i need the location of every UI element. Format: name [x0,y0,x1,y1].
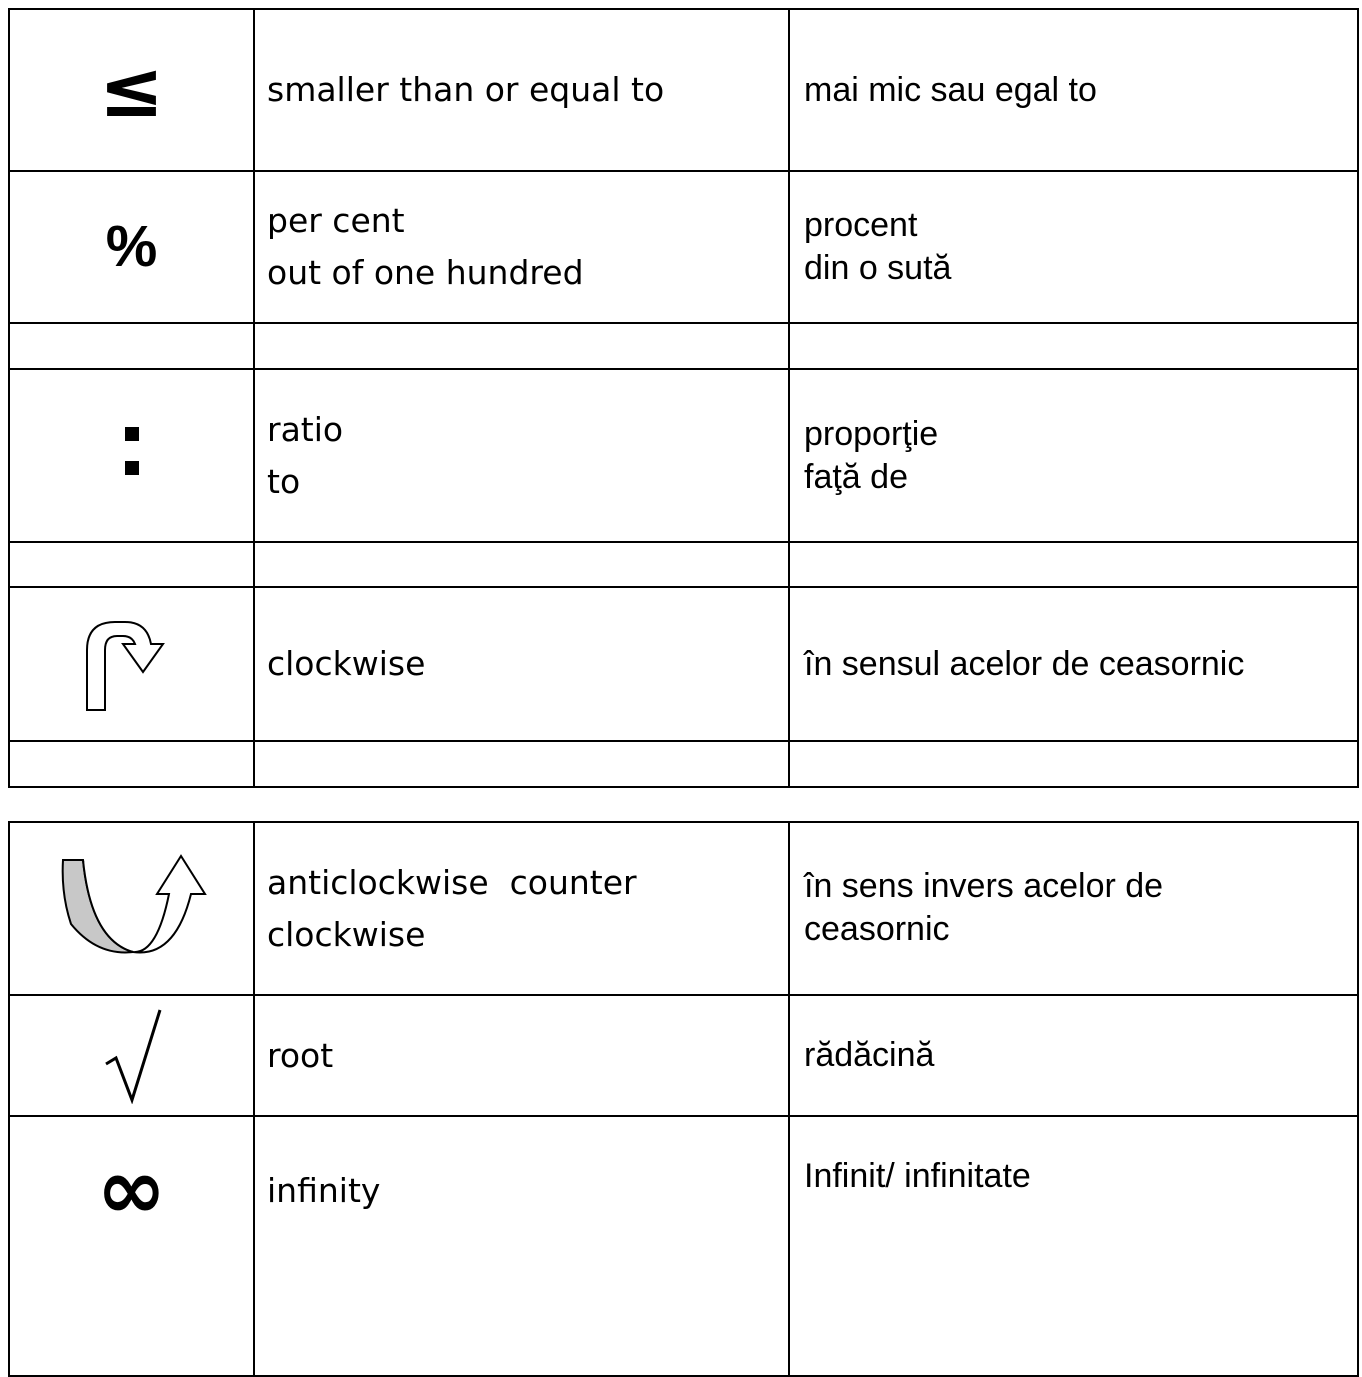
english-term: clockwise [267,644,426,683]
empty-row [9,323,1358,369]
english-term-cell [254,9,789,171]
empty-cell [254,542,789,587]
empty-cell [789,323,1358,369]
english-term-cell [254,1116,789,1376]
romanian-term-cell [789,171,1358,323]
english-term: anticlockwise counter [267,862,637,902]
empty-cell [254,323,789,369]
symbol-cell [9,1116,254,1376]
table-row [9,587,1358,741]
anticlockwise-arrow-icon [57,854,207,964]
romanian-term: rădăcină [804,1036,935,1074]
romanian-term: proporţie [804,414,939,453]
romanian-term: mai mic sau egal to [804,70,1097,109]
table-row [9,822,1358,995]
romanian-term: în sens invers acelor de [804,867,1164,905]
ratio-colon-symbol [125,423,139,483]
romanian-term-cell [789,369,1358,542]
empty-row [9,741,1358,787]
symbol-cell [9,171,254,323]
english-term: infinity [267,1171,381,1210]
less-than-or-equal-symbol: ≤ [98,45,165,135]
romanian-term-cell [789,587,1358,741]
colon-dot [125,461,139,475]
infinity-symbol: ∞ [96,1140,167,1238]
empty-cell [789,542,1358,587]
romanian-term: în sensul acelor de ceasornic [804,644,1245,683]
table-row [9,369,1358,542]
english-term: per cent [267,201,405,240]
romanian-term-cell [789,1116,1358,1376]
table-row [9,1116,1358,1376]
english-term: smaller than or equal to [267,70,665,109]
symbol-cell [9,995,254,1116]
english-term: to [267,461,301,501]
empty-cell [9,323,254,369]
english-term-cell [254,369,789,542]
english-term: clockwise [267,914,426,954]
english-term: root [267,1035,334,1075]
romanian-term-cell [789,822,1358,995]
english-term: out of one hundred [267,253,584,292]
percent-symbol: % [105,214,158,279]
empty-cell [9,741,254,787]
table-row [9,9,1358,171]
romanian-term: Infinit/ infinitate [804,1157,1031,1195]
romanian-term: procent [804,206,918,244]
english-term-cell [254,995,789,1116]
symbol-cell [9,369,254,542]
empty-row [9,542,1358,587]
square-root-icon [102,1008,162,1104]
english-term: ratio [267,409,344,449]
symbols-table-2 [8,821,1359,1377]
empty-cell [789,741,1358,787]
clockwise-arrow-icon [77,614,187,714]
romanian-term: din o sută [804,249,952,287]
empty-cell [254,741,789,787]
english-term-cell [254,587,789,741]
romanian-term-cell [789,9,1358,171]
symbol-cell [9,822,254,995]
symbol-cell [9,587,254,741]
romanian-term: faţă de [804,457,908,496]
romanian-term: ceasornic [804,910,950,948]
english-term-cell [254,822,789,995]
empty-cell [9,542,254,587]
table-row [9,995,1358,1116]
table-row [9,171,1358,323]
colon-dot [125,427,139,441]
romanian-term-cell [789,995,1358,1116]
english-term-cell [254,171,789,323]
symbols-table-1 [8,8,1359,788]
symbol-cell [9,9,254,171]
